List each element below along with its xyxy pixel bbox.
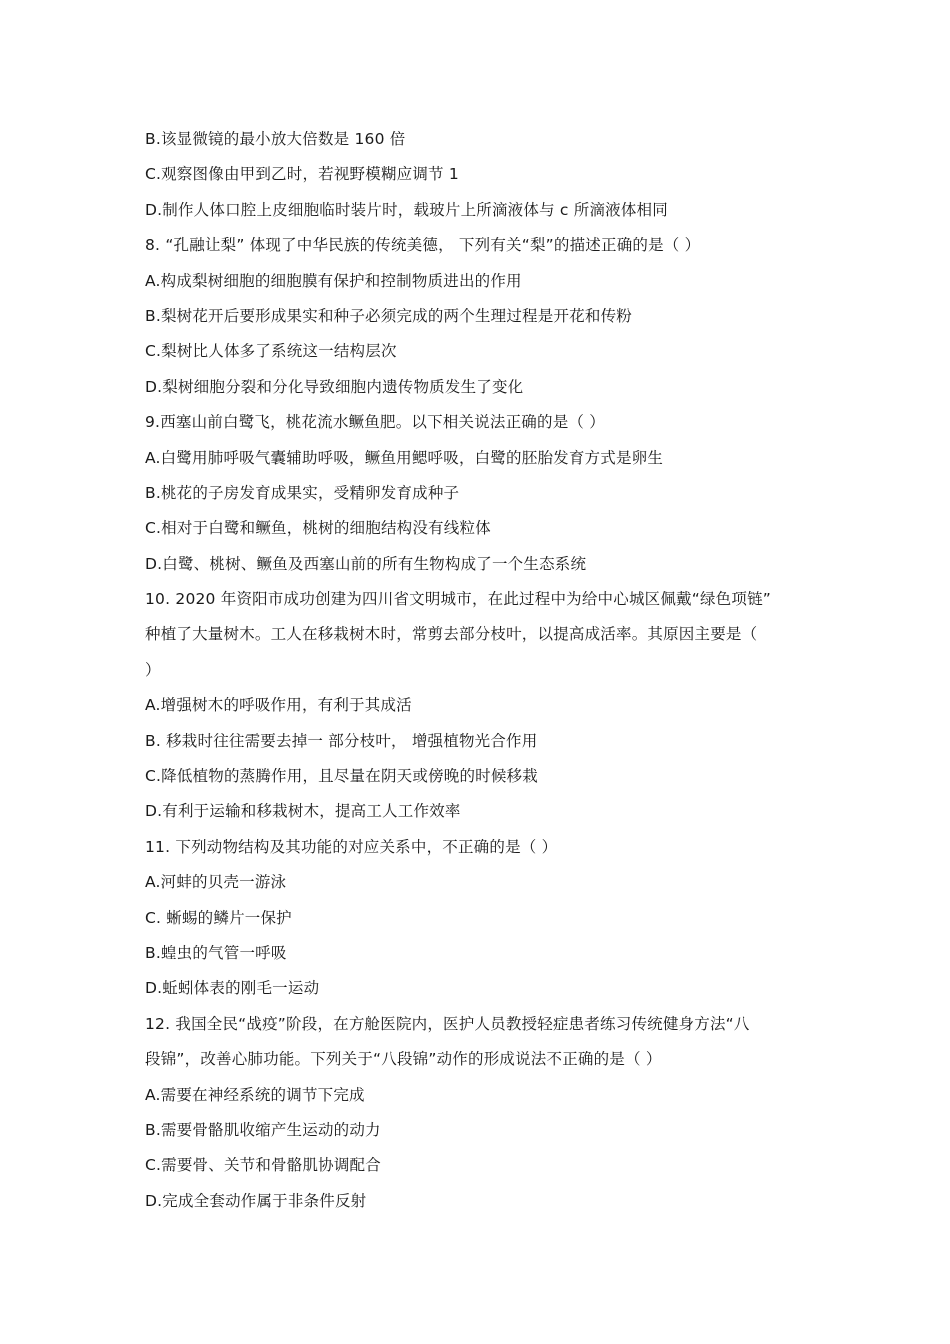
option-line: C.观察图像由甲到乙时，若视野模糊应调节 1 — [145, 165, 459, 184]
option-line: D.白鹭、桃树、鳜鱼及西塞山前的所有生物构成了一个生态系统 — [145, 554, 587, 573]
option-line: A.构成梨树细胞的细胞膜有保护和控制物质进出的作用 — [145, 271, 522, 290]
option-line: B.该显微镜的最小放大倍数是 160 倍 — [145, 130, 406, 148]
option-line: B.梨树花开后要形成果实和种子必须完成的两个生理过程是开花和传粉 — [145, 306, 632, 325]
option-line: A.白鹭用肺呼吸气囊辅助呼吸，鳜鱼用鳃呼吸，白鹭的胚胎发育方式是卵生 — [145, 448, 664, 467]
document-body — [145, 122, 815, 1219]
question-9-stem: 9.西塞山前白鹭飞，桃花流水鳜鱼肥。以下相关说法正确的是（ ） — [145, 413, 605, 432]
option-line: C. 蜥蜴的鳞片一保护 — [145, 908, 292, 927]
option-line: A.需要在神经系统的调节下完成 — [145, 1085, 365, 1104]
option-line: C.需要骨、关节和骨骼肌协调配合 — [145, 1156, 381, 1175]
option-line: B. 移栽时往往需要去掉一 部分枝叶， 增强植物光合作用 — [145, 731, 538, 750]
option-line: D.有利于运输和移栽树木，提高工人工作效率 — [145, 802, 461, 821]
question-10-stem: 10. 2020 年资阳市成功创建为四川省文明城市，在此过程中为给中心城区佩戴“绿色项链” — [145, 590, 772, 609]
option-line: D.梨树细胞分裂和分化导致细胞内遗传物质发生了变化 — [145, 377, 524, 396]
question-12-stem: 12. 我国全民“战疫”阶段，在方舱医院内，医护人员教授轻症患者练习传统健身方法“八 — [145, 1014, 750, 1033]
option-line: B.蝗虫的气管一呼吸 — [145, 943, 287, 962]
option-line: D.蚯蚓体表的刚毛一运动 — [145, 979, 320, 998]
question-11-stem: 11. 下列动物结构及其功能的对应关系中，不正确的是（ ） — [145, 837, 558, 856]
question-10-stem-end: ） — [145, 660, 161, 679]
option-line: C.降低植物的蒸腾作用，且尽量在阴天或傍晚的时候移栽 — [145, 767, 538, 786]
option-line: C.梨树比人体多了系统这一结构层次 — [145, 342, 397, 361]
option-line: D.完成全套动作属于非条件反射 — [145, 1191, 367, 1210]
question-10-stem-cont: 种植了大量树木。工人在移栽树木时，常剪去部分枝叶，以提高成活率。其原因主要是（ — [145, 625, 758, 644]
question-12-stem-cont: 段锦”，改善心肺功能。下列关于“八段锦”动作的形成说法不正确的是（ ） — [145, 1050, 662, 1069]
option-line: A.河蚌的贝壳一游泳 — [145, 873, 287, 892]
option-line: D.制作人体口腔上皮细胞临时装片时，载玻片上所滴液体与 c 所滴液体相同 — [145, 200, 668, 219]
option-line: B.需要骨骼肌收缩产生运动的动力 — [145, 1120, 381, 1139]
question-8-stem: 8. “孔融让梨” 体现了中华民族的传统美德， 下列有关“梨”的描述正确的是（ ） — [145, 236, 701, 255]
option-line: A.增强树木的呼吸作用，有利于其成活 — [145, 696, 412, 715]
option-line: B.桃花的子房发育成果实，受精卵发育成种子 — [145, 483, 460, 502]
option-line: C.相对于白鹭和鳜鱼，桃树的细胞结构没有线粒体 — [145, 519, 491, 538]
